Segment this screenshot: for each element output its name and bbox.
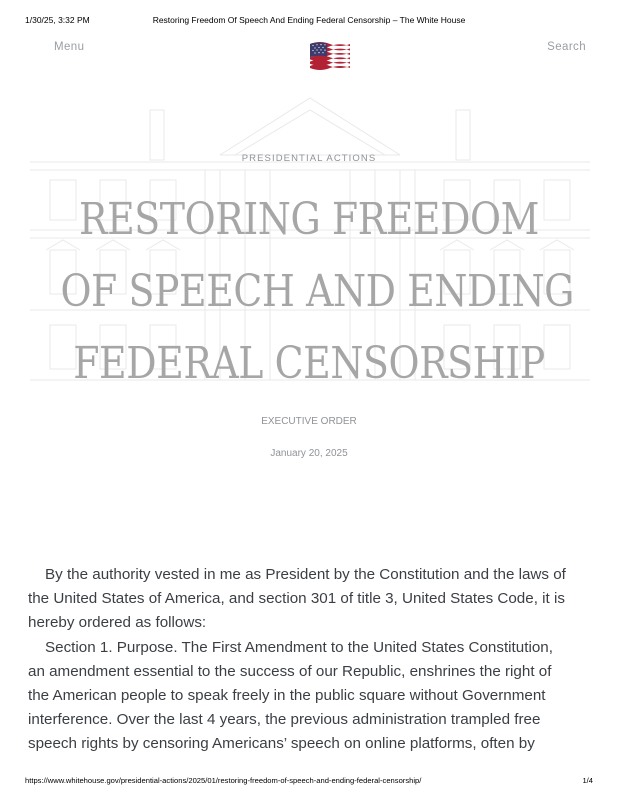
us-flag-icon[interactable]	[308, 40, 352, 72]
body-line: hereby ordered as follows:	[28, 614, 207, 632]
top-navigation	[0, 40, 618, 74]
order-body	[28, 563, 594, 757]
body-line: the American people to speak freely in the public square without Government	[28, 687, 546, 705]
page-title-line: OF SPEECH AND ENDING	[60, 266, 574, 317]
body-line: Section 1. Purpose. The First Amendment to the United States Constitution,	[45, 638, 553, 656]
paragraph-section-1	[28, 636, 594, 757]
body-line: the United States of America, and section 301 of title 3, United States Code, it is	[28, 590, 565, 608]
hero-banner	[0, 80, 618, 410]
body-line: interference. Over the last 4 years, the previous administration trampled free	[28, 711, 541, 729]
print-timestamp: 1/30/25, 3:32 PM	[25, 15, 90, 25]
print-footer	[25, 776, 593, 788]
body-line: an amendment essential to the success of our Republic, enshrines the right of	[28, 662, 552, 680]
menu-button[interactable]: Menu	[54, 41, 85, 53]
page-title-line: FEDERAL CENSORSHIP	[73, 338, 545, 389]
order-type-label[interactable]: EXECUTIVE ORDER	[261, 416, 357, 427]
page-indicator: 1/4	[582, 776, 593, 785]
body-line: By the authority vested in me as President by the Constitution and the laws of	[45, 566, 566, 583]
page-title	[60, 184, 574, 400]
print-page-title: Restoring Freedom Of Speech And Ending Federal Censorship – The White House	[152, 15, 466, 25]
publish-date: January 20, 2025	[270, 448, 348, 459]
search-button[interactable]: Search	[547, 41, 586, 53]
print-header	[25, 15, 593, 27]
body-line: speech rights by censoring Americans’ speech on online platforms, often by	[28, 735, 535, 753]
print-url: https://www.whitehouse.gov/presidential-actions/2025/01/restoring-freedom-of-speech-and-ending-federal-censorship/	[25, 776, 422, 785]
paragraph-preamble	[28, 563, 594, 636]
page-title-line: RESTORING FREEDOM	[79, 194, 539, 245]
section-eyebrow[interactable]: PRESIDENTIAL ACTIONS	[241, 153, 377, 164]
